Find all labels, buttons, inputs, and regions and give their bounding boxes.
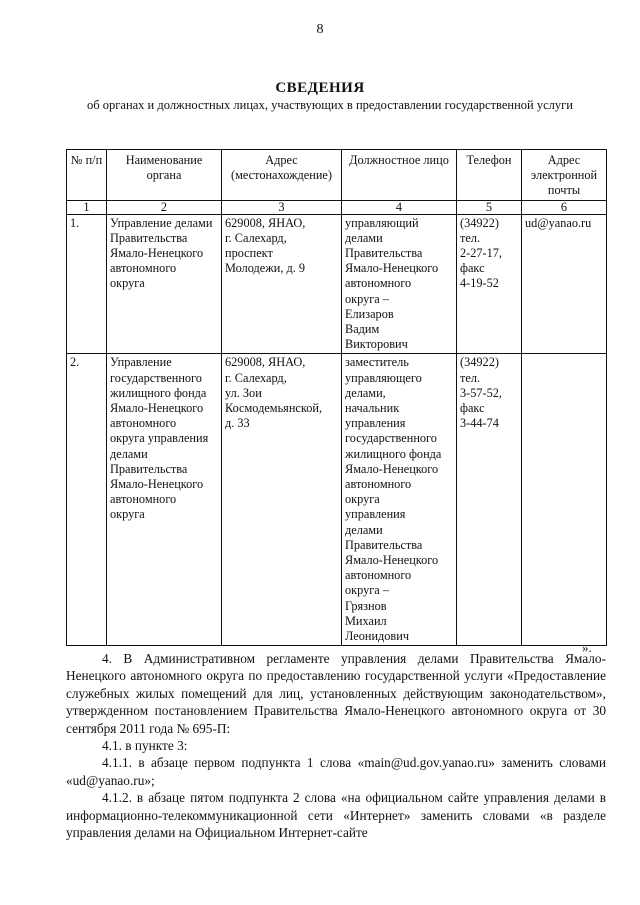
organ-name: Управление делами Правительства Ямало-Ненецкого автономного округа [107,214,222,354]
header-address: Адрес (местонахождение) [222,150,342,201]
organs-table [66,149,607,646]
table-header-row [67,150,607,201]
column-numbers-row [67,200,607,214]
header-phone: Телефон [457,150,522,201]
official-person: заместитель управляющего делами, начальник управления государственного жилищного фонда Ямало-Ненецкого автономного округа управления делами Правительства Ямало-Ненецкого автономного округа – Грязнов Михаил Леонидович [342,354,457,646]
email-address [522,354,607,646]
document-title: СВЕДЕНИЯ [275,80,365,96]
column-number: 2 [107,200,222,214]
table-row [67,354,607,646]
page-number: 8 [316,22,324,37]
paragraph: 4.1.1. в абзаце первом подпункта 1 слова «main@ud.gov.yanao.ru» заменить словами «ud@yanao.ru»; [66,755,606,788]
body-text [66,650,606,841]
document-subtitle: об органах и должностных лицах, участвующих в предоставлении государственной услуги [87,98,573,112]
row-number: 2. [67,354,107,646]
header-organ: Наименование органа [107,150,222,201]
column-number: 1 [67,200,107,214]
header-official: Должностное лицо [342,150,457,201]
paragraph: 4. В Административном регламенте управления делами Правительства Ямало-Ненецкого автономного округа по предоставлению государственной услуги «Предоставление служебных жилых помещений для лиц, установленных действующим законодательством», утвержденном постановлением Правительства Ямало-Ненецкого автономного округа от 30 сентября 2011 года № 695-П: [66,651,606,736]
header-email: Адрес электронной почты [522,150,607,201]
closing-quote-mark: ». [582,640,592,655]
paragraph: 4.1. в пункте 3: [102,738,188,754]
column-number: 3 [222,200,342,214]
column-number: 4 [342,200,457,214]
row-number: 1. [67,214,107,354]
organ-address: 629008, ЯНАО, г. Салехард, ул. Зои Космодемьянской, д. 33 [222,354,342,646]
official-person: управляющий делами Правительства Ямало-Ненецкого автономного округа – Елизаров Вадим Викторович [342,214,457,354]
paragraph: 4.1.2. в абзаце пятом подпункта 2 слова «на официальном сайте управления делами в информационно-телекоммуникационной сети «Интернет» заменить словами «в разделе управления делами на Официальном Интернет-сайте [66,790,606,841]
header-number: № п/п [67,150,107,201]
phone-numbers: (34922) тел. 2-27-17, факс 4-19-52 [457,214,522,354]
column-number: 6 [522,200,607,214]
phone-numbers: (34922) тел. 3-57-52, факс 3-44-74 [457,354,522,646]
email-address: ud@yanao.ru [522,214,607,354]
organ-name: Управление государственного жилищного фонда Ямало-Ненецкого автономного округа управления делами Правительства Ямало-Ненецкого автономного округа [107,354,222,646]
column-number: 5 [457,200,522,214]
table-row [67,214,607,354]
organ-address: 629008, ЯНАО, г. Салехард, проспект Молодежи, д. 9 [222,214,342,354]
